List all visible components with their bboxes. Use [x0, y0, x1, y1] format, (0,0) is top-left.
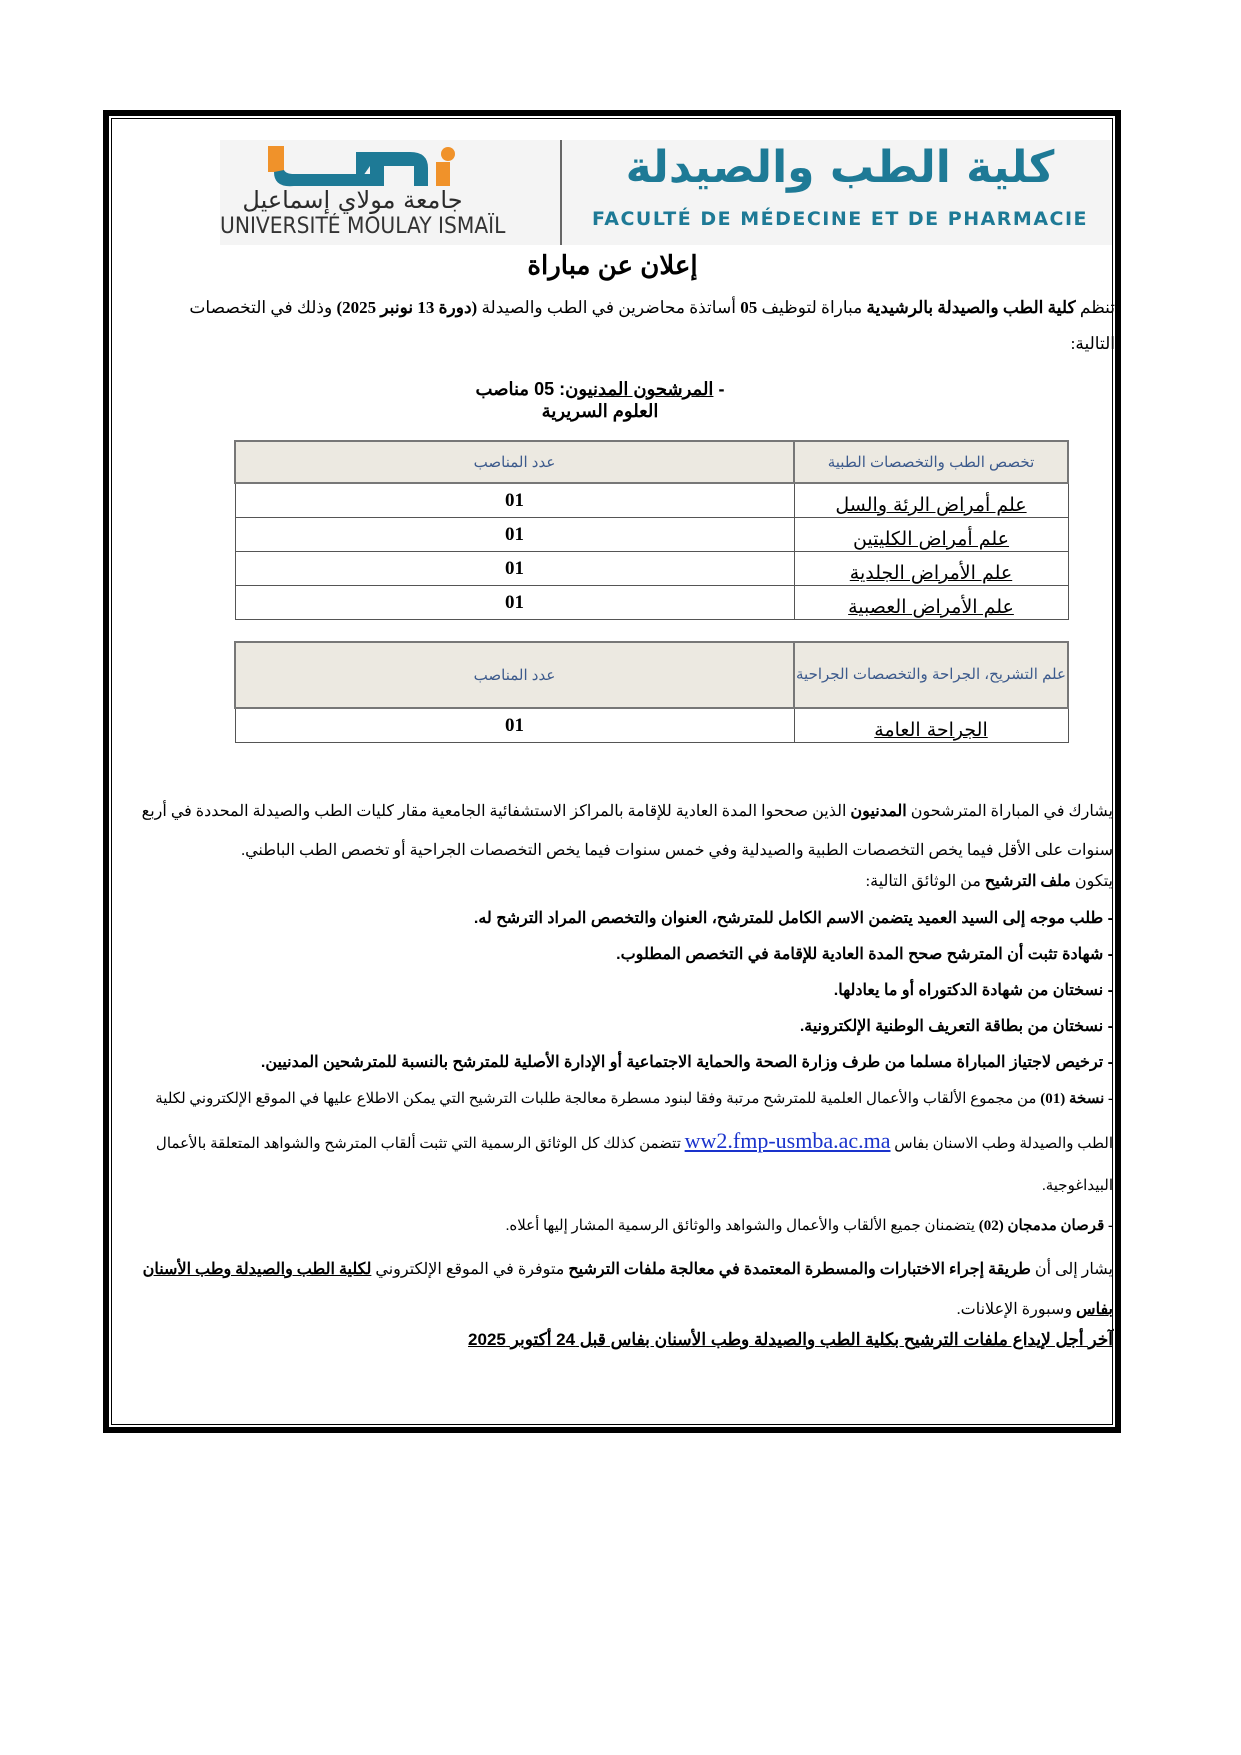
document-item: - شهادة تثبت أن المترشح صحح المدة العادية للإقامة في التخصص المطلوب. — [616, 946, 1113, 963]
posts-cell: 01 — [235, 552, 794, 586]
surgical-specialties-table — [234, 641, 1069, 743]
section-subheading: - المرشحون المدنيون: 05 مناصب العلوم السريرية — [400, 378, 800, 422]
table-header-row — [235, 441, 1068, 483]
posts-cell: 01 — [235, 708, 794, 743]
candidates-count: : 05 مناصب — [475, 379, 566, 399]
header-logo-banner — [220, 140, 1112, 245]
post-count: 05 — [740, 298, 758, 317]
specialty-cell: الجراحة العامة — [794, 708, 1068, 743]
university-name-ar: جامعة مولاي إسماعيل — [242, 186, 463, 214]
section-name: العلوم السريرية — [541, 401, 659, 421]
intro-paragraph: تنظم كلية الطب والصيدلة بالرشيدية مباراة لتوظيف 05 أساتذة محاضرين في الطب والصيدلة (دورة 13 نونبر 2025) وذلك في التخصصات التالية: — [189, 298, 1115, 353]
table-row — [235, 586, 1068, 620]
procedure-note: يشار إلى أن طريقة إجراء الاختبارات والمسطرة المعتمدة في معالجة ملفات الترشيح متوفرة في الموقع الإلكتروني لكلية الطب والصيدلة وطب الأسنان بفاس وسبورة الإعلانات. — [142, 1261, 1113, 1318]
faculty-fes-label: لكلية الطب والصيدلة وطب الأسنان بفاس — [142, 1261, 1113, 1318]
col-specialty-header: تخصص الطب والتخصصات الطبية — [794, 441, 1068, 483]
specialty-cell: علم أمراض الرئة والسل — [794, 483, 1068, 518]
dossier-intro: يتكون ملف الترشيح من الوثائق التالية: — [865, 873, 1113, 890]
medical-specialties-table — [234, 440, 1069, 620]
procedure-label: طريقة إجراء الاختبارات والمسطرة المعتمدة في معالجة ملفات الترشيح — [568, 1261, 1031, 1278]
specialty-cell: علم الأمراض الجلدية — [794, 552, 1068, 586]
submission-deadline: آخر أجل لإيداع ملفات الترشيح بكلية الطب والصيدلة وطب الأسنان بفاس قبل 24 أكتوبر 2025 — [468, 1330, 1113, 1349]
faculty-website-link[interactable]: ww2.fmp-usmba.ac.ma — [684, 1128, 891, 1153]
document-item: - ترخيص لاجتياز المباراة مسلما من طرف وزارة الصحة والحماية الاجتماعية أو الإدارة الأصلية للمترشح بالنسبة للمترشحين المدنيين. — [260, 1054, 1113, 1071]
faculty-name-fr: FACULTÉ DE MÉDECINE ET DE PHARMACIE — [591, 208, 1089, 230]
posts-cell: 01 — [235, 483, 794, 518]
umi-logo-icon — [260, 144, 460, 192]
table-header-row — [235, 642, 1068, 708]
specialty-cell: علم أمراض الكليتين — [794, 518, 1068, 552]
table-row — [235, 518, 1068, 552]
logo-divider — [560, 140, 562, 245]
candidates-label: المرشحون المدنيون — [565, 379, 714, 399]
col-posts-header: عدد المناصب — [235, 441, 794, 483]
page-title: إعلان عن مباراة — [527, 250, 698, 280]
document-item: - طلب موجه إلى السيد العميد يتضمن الاسم الكامل للمترشح، العنوان والتخصص المراد الترشح له. — [473, 910, 1113, 927]
col-posts-header: عدد المناصب — [235, 642, 794, 708]
col-specialty-header: علم التشريح، الجراحة والتخصصات الجراحية — [794, 642, 1068, 708]
cd-item: - قرصان مدمجان (02) يتضمنان جميع الألقاب والأعمال والشواهد والوثائق الرسمية المشار إليها أعلاه. — [505, 1218, 1113, 1234]
civilian-label: المدنيون — [850, 803, 907, 820]
table-row — [235, 483, 1068, 518]
document-item: - نسختان من بطاقة التعريف الوطنية الإلكترونية. — [799, 1018, 1113, 1035]
table-row — [235, 552, 1068, 586]
faculty-name-ar: كلية الطب والصيدلة — [625, 142, 1055, 193]
table-row — [235, 708, 1068, 743]
session-date: (دورة 13 نونبر 2025) — [336, 298, 478, 317]
posts-cell: 01 — [235, 518, 794, 552]
specialty-cell: علم الأمراض العصبية — [794, 586, 1068, 620]
university-name-fr: UNIVERSITÉ MOULAY ISMAÏL — [220, 214, 506, 239]
posts-cell: 01 — [235, 586, 794, 620]
eligibility-paragraph: يشارك في المباراة المترشحون المدنيون الذين صححوا المدة العادية للإقامة بالمراكز الاستشفائية الجامعية مقار كليات الطب والصيدلة المحددة في أربع سنوات على الأقل فيما يخص التخصصات الطبية والصيدلية وفي خمس سنوات فيما يخص التخصصات الجراحية أو تخصص الطب الباطني. — [141, 803, 1113, 859]
document-item: - نسختان من شهادة الدكتوراه أو ما يعادلها. — [833, 982, 1113, 999]
faculty-name-bold: كلية الطب والصيدلة بالرشيدية — [866, 298, 1076, 317]
dossier-label: ملف الترشيح — [984, 873, 1071, 890]
scientific-works-item: - نسخة (01) من مجموع الألقاب والأعمال العلمية للمترشح مرتبة وفقا لبنود مسطرة معالجة طلبات الترشيح التي يمكن الاطلاع عليها في الموقع الإلكتروني لكلية الطب والصيدلة وطب الاسنان بفاس ww2.fmp-usmba.ac.ma تتضمن كذلك كل الوثائق الرسمية التي تثبت ألقاب المترشح والشواهد المتعلقة بالأعمال البيداغوجية. — [155, 1091, 1113, 1194]
